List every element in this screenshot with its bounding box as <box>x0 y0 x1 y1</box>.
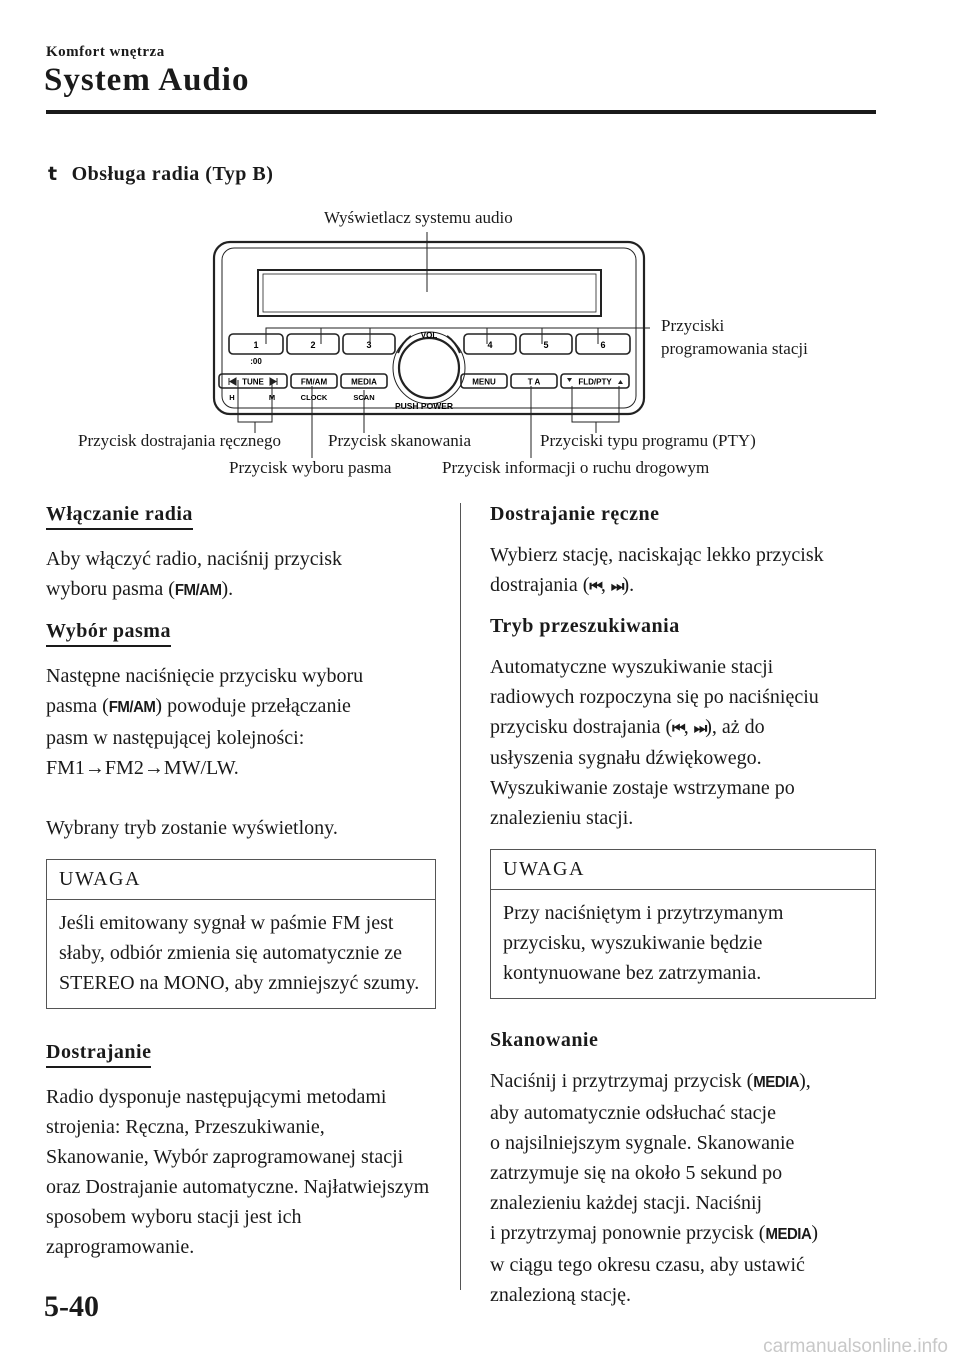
note-body-right: Przy naciśniętym i przytrzymanym przycisku, wyszukiwanie będzie kontynuowane bez zatrzymania. <box>503 902 784 984</box>
text-band-line-2a: pasma ( <box>46 695 109 717</box>
text-band-line-4: FM1→FM2→MW/LW. <box>46 757 239 779</box>
note-body-left: Jeśli emitowany sygnał w paśmie FM jest słaby, odbiór zmienia się automatycznie ze STEREO na MONO, aby zmniejszyć szumy. <box>59 912 420 994</box>
text-band-line-1: Następne naciśnięcie przycisku wyboru <box>46 665 364 687</box>
text-seek-line-4: usłyszenia sygnału dźwiękowego. <box>490 747 762 769</box>
heading-tuning: Dostrajanie <box>46 1041 151 1068</box>
text-radio-on-2: wyboru pasma ( <box>46 578 175 600</box>
text-seek <box>490 652 880 833</box>
note-box-right <box>490 849 876 999</box>
preset-label-1: 1 <box>253 340 259 350</box>
text-seek-line-5: Wyszukiwanie zostaje wstrzymane po <box>490 777 795 799</box>
text-band-select <box>46 661 436 783</box>
text-scan-line-4: zatrzymuje się na około 5 sekund po <box>490 1162 783 1184</box>
push-power-label: PUSH POWER <box>394 401 454 411</box>
text-manual-line-1: Wybierz stację, naciskając lekko przycisk <box>490 544 824 566</box>
heading-manual-tuning: Dostrajanie ręczne <box>490 503 660 525</box>
prev-track-icon: ⏮ <box>589 577 601 595</box>
text-seek-line-1: Automatyczne wyszukiwanie stacji <box>490 656 774 678</box>
text-manual-tuning <box>490 540 880 601</box>
next-track-icon: ⏭ <box>610 577 623 595</box>
fmam-inline-button: FM/AM <box>108 698 156 717</box>
menu-label: MENU <box>472 377 496 387</box>
column-divider <box>460 503 461 1290</box>
page-number: 5-40 <box>44 1290 99 1323</box>
label-manual-tune: Przycisk dostrajania ręcznego <box>78 431 281 450</box>
heading-radio-on: Włączanie radia <box>46 503 193 530</box>
watermark: carmanualsonline.info <box>763 1336 948 1357</box>
tune-label: TUNE <box>242 377 264 387</box>
ta-label: T A <box>527 377 541 387</box>
label-pty: Przyciski typu programu (PTY) <box>540 431 756 450</box>
text-seek-line-3a: przycisku dostrajania ( <box>490 716 673 738</box>
next-track-icon: ⏭ <box>693 719 706 737</box>
fmam-label: FM/AM <box>300 377 328 387</box>
preset-label-3: 3 <box>366 340 372 350</box>
fmam-inline-button: FM/AM <box>174 581 222 600</box>
text-scan-line-6a: i przytrzymaj ponownie przycisk ( <box>490 1222 766 1244</box>
subsection-title: Obsługa radia (Typ B) <box>71 163 274 185</box>
text-band-line-3: pasm w następującej kolejności: <box>46 727 305 749</box>
label-display: Wyświetlacz systemu audio <box>324 208 513 227</box>
preset-label-6: 6 <box>600 340 606 350</box>
pty-up-icon <box>618 380 623 384</box>
icon-separator: , <box>683 716 694 738</box>
text-manual-line-2a: dostrajania ( <box>490 574 590 596</box>
subsection-heading <box>48 163 273 186</box>
radio-diagram <box>0 190 960 490</box>
note-title-left: UWAGA <box>47 860 435 900</box>
pty-down-icon <box>567 378 572 382</box>
label-band: Przycisk wyboru pasma <box>229 458 392 477</box>
note-title-right: UWAGA <box>491 850 875 890</box>
text-band-display: Wybrany tryb zostanie wyświetlony. <box>46 817 338 839</box>
text-radio-on-1: Aby włączyć radio, naciśnij przycisk <box>46 548 343 570</box>
label-traffic: Przycisk informacji o ruchu drogowym <box>442 458 710 477</box>
section-kicker: Komfort wnętrza <box>46 44 165 60</box>
text-scan-line-1b: ), <box>799 1070 811 1092</box>
note-box-left <box>46 859 436 1009</box>
media-inline-button: MEDIA <box>753 1073 800 1092</box>
volume-knob <box>399 338 459 398</box>
vol-label: VOL <box>420 331 438 340</box>
icon-separator: , <box>600 574 611 596</box>
left-column <box>46 503 436 1262</box>
media-label: MEDIA <box>351 377 377 387</box>
page-title: System Audio <box>44 62 250 98</box>
text-scan-line-6b: ) <box>811 1222 818 1244</box>
label-scan: Przycisk skanowania <box>328 431 472 450</box>
text-seek-line-3b: ), aż do <box>705 716 765 738</box>
text-radio-on-3: ). <box>221 578 234 600</box>
clock-label: CLOCK <box>300 393 328 402</box>
leader-lines <box>238 232 650 458</box>
display-screen-inner <box>263 274 596 312</box>
text-scan-line-3: o najsilniejszym sygnale. Skanowanie <box>490 1132 795 1154</box>
text-seek-line-2: radiowych rozpoczyna się po naciśnięciu <box>490 686 819 708</box>
heading-scan: Skanowanie <box>490 1029 599 1051</box>
title-rule <box>46 110 876 114</box>
tune-next-icon <box>270 378 277 385</box>
heading-seek: Tryb przeszukiwania <box>490 615 680 637</box>
preset-label-4: 4 <box>487 340 493 350</box>
h-label: H <box>229 393 235 402</box>
prev-track-icon: ⏮ <box>672 719 684 737</box>
text-scan-line-1a: Naciśnij i przytrzymaj przycisk ( <box>490 1070 754 1092</box>
label-presets-2: programowania stacji <box>661 339 808 358</box>
tune-prev-icon <box>229 378 236 385</box>
fldpty-label: FLD/PTY <box>578 377 612 387</box>
text-scan-line-7: w ciągu tego okresu czasu, aby ustawić <box>490 1254 805 1276</box>
leader-pty <box>572 386 619 422</box>
text-scan-line-2: aby automatycznie odsłuchać stacje <box>490 1102 776 1124</box>
scan-label: SCAN <box>353 393 375 402</box>
text-seek-line-6: znalezieniu stacji. <box>490 807 634 829</box>
text-scan-line-8: znalezioną stację. <box>490 1284 632 1306</box>
clock-zero-label: :00 <box>250 357 262 366</box>
text-scan-line-5: znalezieniu każdej stacji. Naciśnij <box>490 1192 763 1214</box>
text-tuning: Radio dysponuje następującymi metodami strojenia: Ręczna, Przeszukiwanie, Skanowanie, Wybór zaprogramowanej stacji oraz Dostrajanie automatyczne. Najłatwiejszym sposobem wyboru stacji jest ich zaprogramowanie. <box>46 1086 430 1258</box>
label-presets-1: Przyciski <box>661 316 725 335</box>
m-label: M <box>268 393 276 402</box>
preset-label-5: 5 <box>543 340 549 350</box>
text-band-line-2b: ) powoduje przełączanie <box>155 695 351 717</box>
bullet-marker: t <box>48 163 58 185</box>
text-radio-on <box>46 544 436 606</box>
text-scan <box>490 1066 880 1310</box>
display-screen <box>258 270 601 316</box>
text-manual-line-2b: ). <box>622 574 635 596</box>
right-column <box>490 503 880 1310</box>
preset-label-2: 2 <box>310 340 316 350</box>
media-inline-button: MEDIA <box>765 1225 812 1244</box>
heading-band-select: Wybór pasma <box>46 620 171 647</box>
